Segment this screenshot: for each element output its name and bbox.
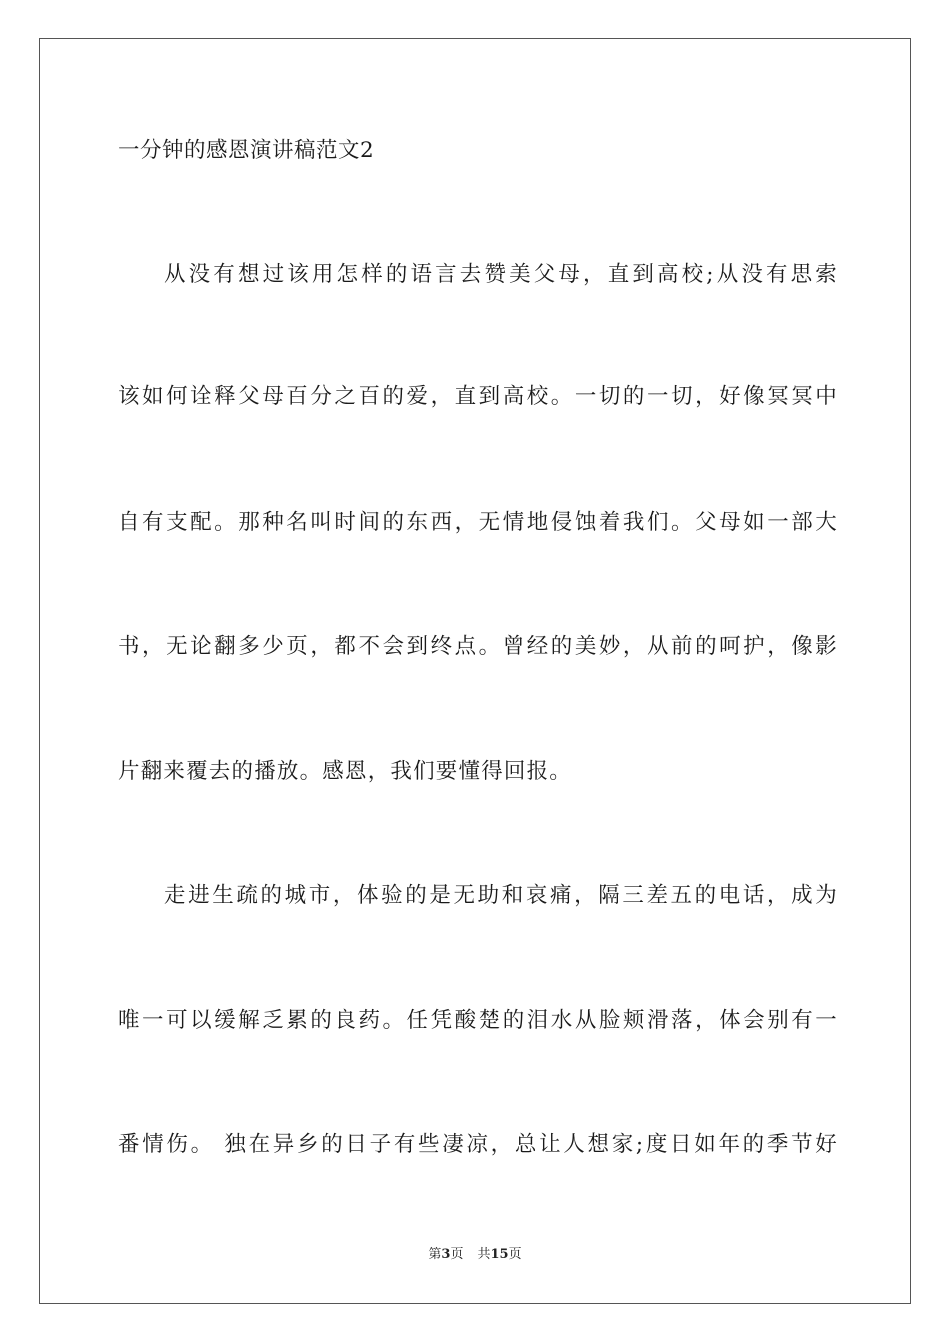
page-number: 3 [441,1247,451,1262]
page-border [39,38,911,1304]
total-pages: 15 [490,1247,509,1262]
total-prefix: 共 [477,1247,491,1262]
total-suffix: 页 [508,1247,522,1262]
paragraph-1-line-4: 书，无论翻多少页，都不会到终点。曾经的美妙，从前的呵护，像影 [118,634,838,659]
paragraph-2-line-2: 唯一可以缓解乏累的良药。任凭酸楚的泪水从脸颊滑落，体会别有一 [118,1008,838,1033]
page-suffix: 页 [450,1247,464,1262]
document-title: 一分钟的感恩演讲稿范文2 [118,138,375,163]
paragraph-2-line-3: 番情伤。 独在异乡的日子有些凄凉，总让人想家;度日如年的季节好 [118,1132,838,1157]
paragraph-1-line-5: 片翻来覆去的播放。感恩，我们要懂得回报。 [118,759,573,784]
paragraph-1-line-1: 从没有想过该用怎样的语言去赞美父母，直到高校;从没有思索 [164,262,838,287]
page-prefix: 第 [428,1247,442,1262]
paragraph-2-line-1: 走进生疏的城市，体验的是无助和哀痛，隔三差五的电话，成为 [164,883,838,908]
page-footer [0,1246,950,1264]
paragraph-1-line-2: 该如何诠释父母百分之百的爱，直到高校。一切的一切，好像冥冥中 [118,384,838,409]
paragraph-1-line-3: 自有支配。那种名叫时间的东西，无情地侵蚀着我们。父母如一部大 [118,510,838,535]
